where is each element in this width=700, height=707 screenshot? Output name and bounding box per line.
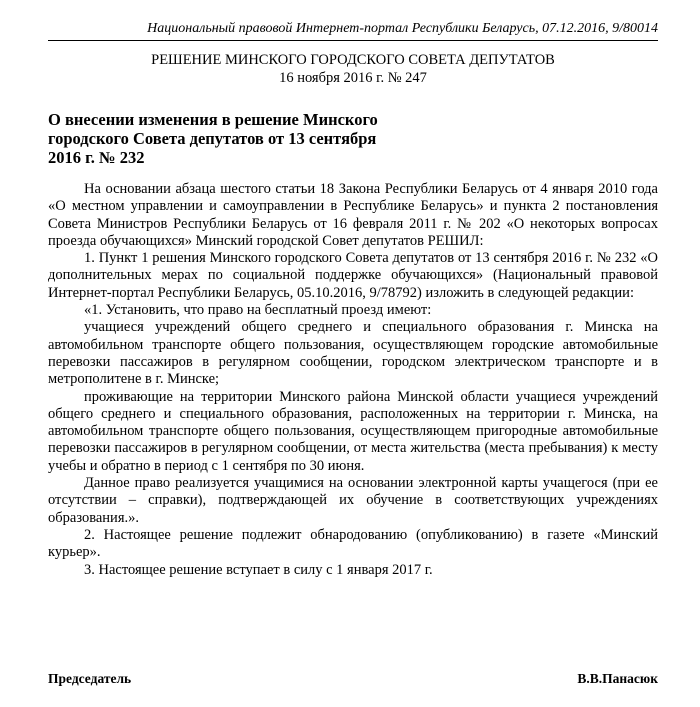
document-title: [48, 110, 448, 167]
decision-date-number: 16 ноября 2016 г. № 247: [279, 70, 427, 86]
document-body: [48, 181, 658, 579]
body-paragraph-quote-start: «1. Установить, что право на бесплатный проезд имеют:: [84, 302, 432, 319]
title-line: О внесении изменения в решение Минского: [48, 110, 378, 129]
body-paragraph-item-3: 3. Настоящее решение вступает в силу с 1 января 2017 г.: [84, 561, 433, 578]
decision-header: [48, 51, 658, 87]
header-divider: [48, 40, 658, 41]
signatory-position: Председатель: [48, 671, 132, 686]
body-paragraph-students-district: проживающие на территории Минского района Минской области учащиеся учреждений общего среднего и специального образования, расположенных на территории г. Минска, на автомобильном транспорте общего пользования, осуществляющем пригородные автомобильные перевозки пассажиров в регулярном сообщении, от места жительства (места пребывания) к месту учебы и обратно в период с 1 сентября по 30 июня.: [48, 388, 658, 474]
body-paragraph-item-1: 1. Пункт 1 решения Минского городского Совета депутатов от 13 сентября 2016 г. № 232 «О дополнительных мерах по социальной поддержке обучающихся» (Национальный правовой Интернет-портал Республики Беларусь, 05.10.2016, 9/78792) изложить в следующей редакции:: [48, 250, 658, 301]
signatory-name: В.В.Панасюк: [577, 671, 658, 686]
title-line: городского Совета депутатов от 13 сентября: [48, 129, 377, 148]
title-line: 2016 г. № 232: [48, 148, 145, 167]
body-paragraph-students-minsk: учащиеся учреждений общего среднего и специального образования г. Минска на автомобильном транспорте общего пользования, осуществляющем городские автомобильные перевозки пассажиров в регулярном сообщении, городском электрическом транспорте и в метрополитене в г. Минске;: [48, 319, 658, 388]
body-paragraph-card-basis: Данное право реализуется учащимися на основании электронной карты учащегося (при ее отсутствии – справки), подтверждающей их обучение в соответствующих учреждениях образования.».: [48, 475, 658, 526]
body-paragraph-preamble: На основании абзаца шестого статьи 18 Закона Республики Беларусь от 4 января 2010 года «О местном управлении и самоуправлении в Республике Беларусь» и пункта 2 постановления Совета Министров Республики Беларусь от 16 февраля 2011 г. № 202 «О некоторых вопросах проезда обучающихся» Минский городской Совет депутатов РЕШИЛ:: [48, 181, 658, 249]
publication-source-line: Национальный правовой Интернет-портал Республики Беларусь, 07.12.2016, 9/80014: [147, 21, 658, 36]
body-paragraph-item-2: 2. Настоящее решение подлежит обнародованию (опубликованию) в газете «Минский курьер».: [48, 526, 658, 561]
decision-authority: РЕШЕНИЕ МИНСКОГО ГОРОДСКОГО СОВЕТА ДЕПУТАТОВ: [151, 52, 555, 68]
